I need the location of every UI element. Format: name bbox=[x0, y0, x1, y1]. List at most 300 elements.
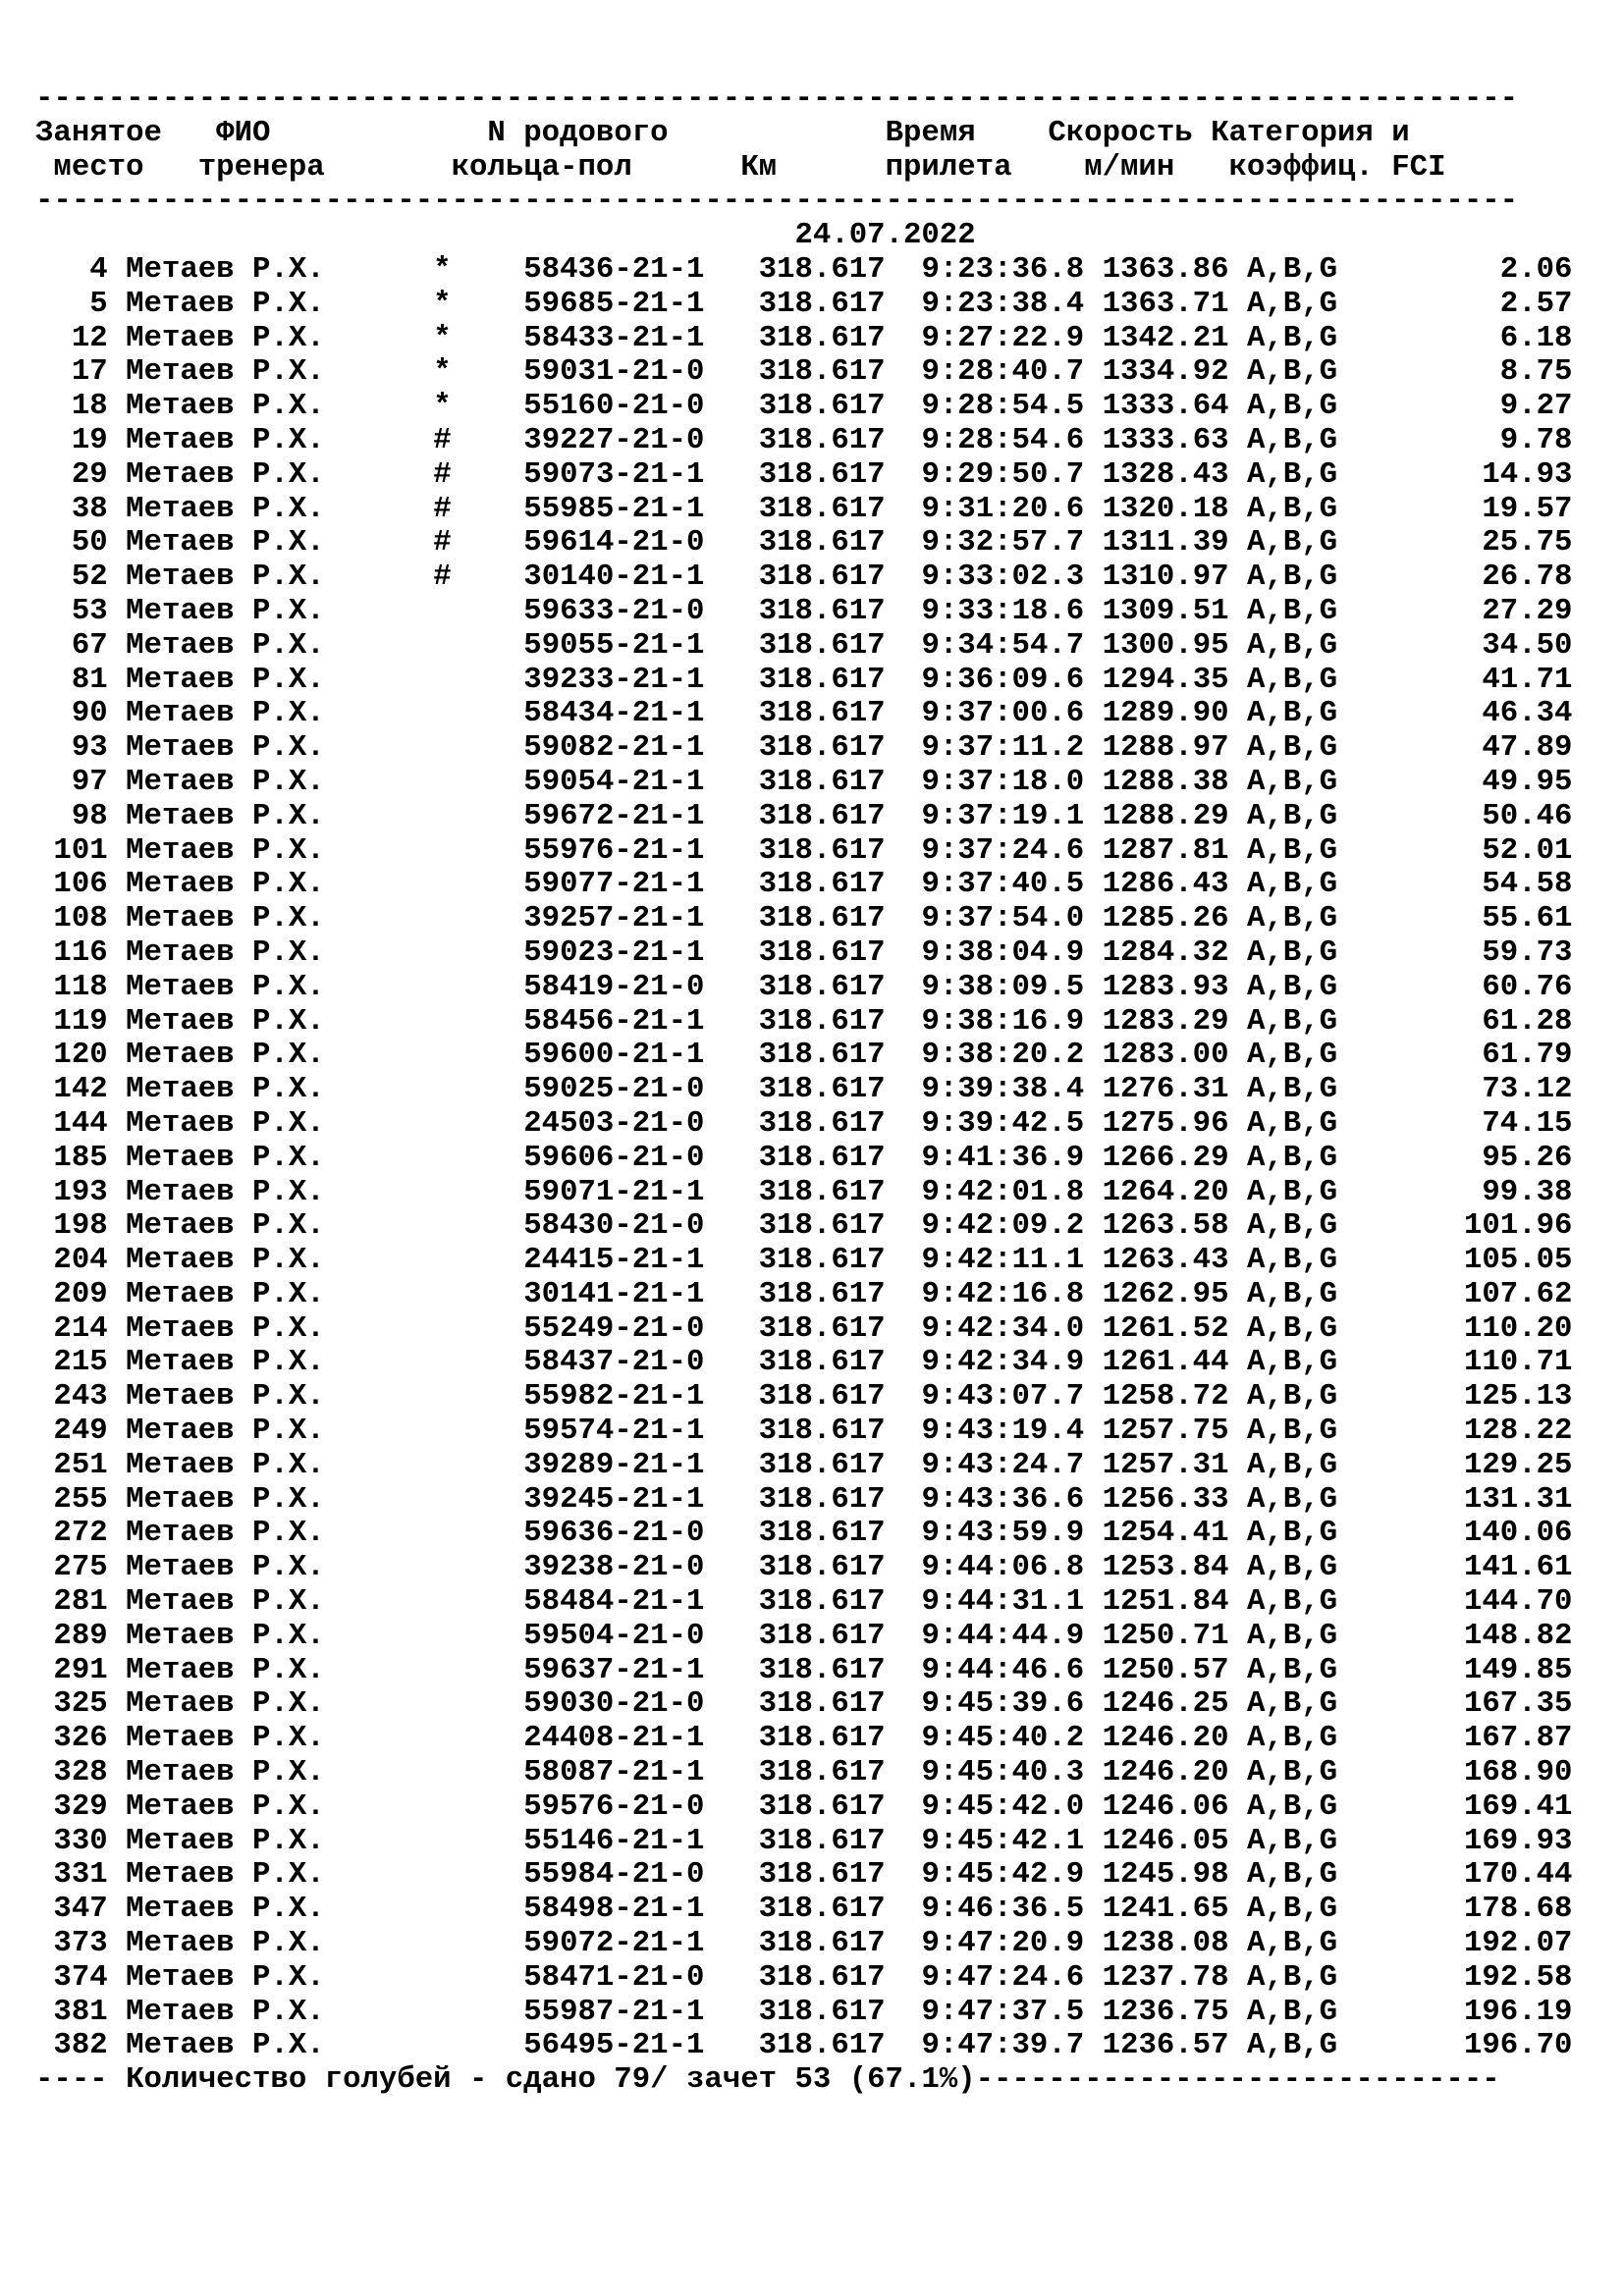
cell-km: 318.617 bbox=[758, 389, 886, 424]
cell-place: 118 bbox=[53, 969, 108, 1004]
cell-name: Метаев Р.Х. bbox=[126, 1721, 325, 1756]
cell-km: 318.617 bbox=[758, 1140, 886, 1175]
cell-ring: 59637-21-1 bbox=[523, 1652, 705, 1687]
cell-place: 209 bbox=[53, 1276, 108, 1311]
cell-place: 19 bbox=[71, 422, 108, 457]
cell-km: 318.617 bbox=[758, 1584, 886, 1620]
cell-place: 116 bbox=[53, 934, 108, 970]
cell-km: 318.617 bbox=[758, 696, 886, 731]
cell-ring: 59614-21-0 bbox=[523, 525, 705, 561]
table-row bbox=[35, 1209, 1572, 1244]
cell-cat: A,B,G bbox=[1246, 286, 1338, 321]
cell-ring: 24503-21-0 bbox=[523, 1105, 705, 1141]
cell-speed: 1283.29 bbox=[1102, 1003, 1229, 1039]
cell-name: Метаев Р.Х. bbox=[126, 1345, 325, 1380]
cell-ring: 59082-21-1 bbox=[523, 730, 705, 766]
cell-ring: 59055-21-1 bbox=[523, 627, 705, 663]
cell-place: 215 bbox=[53, 1345, 108, 1380]
cell-name: Метаев Р.Х. bbox=[126, 1584, 325, 1620]
cell-cat: A,B,G bbox=[1246, 320, 1338, 355]
cell-name: Метаев Р.Х. bbox=[126, 1379, 325, 1415]
table-row bbox=[35, 1073, 1572, 1107]
cell-time: 9:37:40.5 bbox=[921, 867, 1085, 902]
cell-name: Метаев Р.Х. bbox=[126, 969, 325, 1004]
cell-mark: * bbox=[433, 320, 452, 355]
cell-name: Метаев Р.Х. bbox=[126, 1994, 325, 2029]
cell-name: Метаев Р.Х. bbox=[126, 1105, 325, 1141]
cell-time: 9:38:04.9 bbox=[921, 934, 1085, 970]
column-header-col-time-1: Время bbox=[885, 115, 976, 150]
cell-name: Метаев Р.Х. bbox=[126, 1755, 325, 1790]
cell-ring: 39227-21-0 bbox=[523, 422, 705, 457]
cell-cat: A,B,G bbox=[1246, 832, 1338, 868]
cell-ring: 24408-21-1 bbox=[523, 1721, 705, 1756]
cell-name: Метаев Р.Х. bbox=[126, 389, 325, 424]
table-row bbox=[35, 731, 1572, 766]
cell-fci: 141.61 bbox=[1463, 1550, 1573, 1585]
cell-ring: 55160-21-0 bbox=[523, 389, 705, 424]
cell-place: 347 bbox=[53, 1892, 108, 1927]
cell-speed: 1283.93 bbox=[1102, 969, 1229, 1004]
cell-ring: 59576-21-0 bbox=[523, 1789, 705, 1824]
cell-speed: 1261.52 bbox=[1102, 1310, 1229, 1346]
cell-cat: A,B,G bbox=[1246, 1003, 1338, 1039]
cell-speed: 1363.71 bbox=[1102, 286, 1229, 321]
cell-place: 291 bbox=[53, 1652, 108, 1687]
cell-time: 9:45:39.6 bbox=[921, 1686, 1085, 1722]
cell-speed: 1288.97 bbox=[1102, 730, 1229, 766]
cell-km: 318.617 bbox=[758, 1755, 886, 1790]
cell-place: 272 bbox=[53, 1516, 108, 1551]
cell-time: 9:39:38.4 bbox=[921, 1072, 1085, 1107]
cell-name: Метаев Р.Х. bbox=[126, 354, 325, 390]
cell-ring: 59023-21-1 bbox=[523, 934, 705, 970]
cell-time: 9:45:40.2 bbox=[921, 1721, 1085, 1756]
cell-ring: 55976-21-1 bbox=[523, 832, 705, 868]
cell-name: Метаев Р.Х. bbox=[126, 491, 325, 526]
cell-speed: 1328.43 bbox=[1102, 456, 1229, 492]
cell-speed: 1254.41 bbox=[1102, 1516, 1229, 1551]
cell-fci: 125.13 bbox=[1463, 1379, 1573, 1415]
table-row bbox=[35, 1893, 1572, 1927]
cell-ring: 39238-21-0 bbox=[523, 1550, 705, 1585]
cell-time: 9:42:09.2 bbox=[921, 1208, 1085, 1244]
cell-place: 214 bbox=[53, 1310, 108, 1346]
cell-fci: 107.62 bbox=[1463, 1276, 1573, 1311]
cell-name: Метаев Р.Х. bbox=[126, 560, 325, 595]
cell-time: 9:38:09.5 bbox=[921, 969, 1085, 1004]
cell-speed: 1333.63 bbox=[1102, 422, 1229, 457]
cell-cat: A,B,G bbox=[1246, 1447, 1338, 1482]
table-row bbox=[35, 1449, 1572, 1483]
cell-ring: 59073-21-1 bbox=[523, 456, 705, 492]
column-header-col-time-2: прилета bbox=[885, 149, 1012, 185]
cell-km: 318.617 bbox=[758, 456, 886, 492]
table-row bbox=[35, 1585, 1572, 1620]
table-row bbox=[35, 493, 1572, 527]
cell-ring: 59025-21-0 bbox=[523, 1072, 705, 1107]
cell-fci: 105.05 bbox=[1463, 1243, 1573, 1278]
header-rule-top: ---------------------------------------------------------------------------------- bbox=[35, 81, 1519, 116]
cell-cat: A,B,G bbox=[1246, 354, 1338, 390]
cell-fci: 99.38 bbox=[1482, 1174, 1573, 1209]
cell-ring: 58498-21-1 bbox=[523, 1892, 705, 1927]
cell-fci: 26.78 bbox=[1482, 560, 1573, 595]
cell-place: 4 bbox=[89, 251, 108, 287]
cell-fci: 55.61 bbox=[1482, 901, 1573, 936]
cell-place: 29 bbox=[71, 456, 108, 492]
cell-time: 9:37:11.2 bbox=[921, 730, 1085, 766]
cell-km: 318.617 bbox=[758, 1721, 886, 1756]
cell-fci: 196.70 bbox=[1463, 2028, 1573, 2063]
cell-time: 9:27:22.9 bbox=[921, 320, 1085, 355]
cell-fci: 47.89 bbox=[1482, 730, 1573, 766]
cell-km: 318.617 bbox=[758, 901, 886, 936]
cell-ring: 59633-21-0 bbox=[523, 593, 705, 628]
cell-name: Метаев Р.Х. bbox=[126, 934, 325, 970]
cell-place: 373 bbox=[53, 1926, 108, 1961]
cell-cat: A,B,G bbox=[1246, 969, 1338, 1004]
cell-mark: # bbox=[433, 525, 452, 561]
cell-place: 328 bbox=[53, 1755, 108, 1790]
cell-name: Метаев Р.Х. bbox=[126, 286, 325, 321]
table-row bbox=[35, 253, 1572, 288]
cell-name: Метаев Р.Х. bbox=[126, 1038, 325, 1073]
cell-name: Метаев Р.Х. bbox=[126, 1686, 325, 1722]
column-header-col-name-2: тренера bbox=[197, 149, 325, 185]
cell-ring: 59031-21-0 bbox=[523, 354, 705, 390]
cell-speed: 1300.95 bbox=[1102, 627, 1229, 663]
cell-fci: 50.46 bbox=[1482, 798, 1573, 833]
cell-speed: 1257.31 bbox=[1102, 1447, 1229, 1482]
cell-ring: 58419-21-0 bbox=[523, 969, 705, 1004]
cell-speed: 1237.78 bbox=[1102, 1959, 1229, 1995]
cell-fci: 169.93 bbox=[1463, 1823, 1573, 1858]
table-row bbox=[35, 390, 1572, 424]
cell-km: 318.617 bbox=[758, 1892, 886, 1927]
cell-km: 318.617 bbox=[758, 2028, 886, 2063]
cell-mark: * bbox=[433, 286, 452, 321]
cell-place: 97 bbox=[71, 764, 108, 799]
cell-speed: 1246.06 bbox=[1102, 1789, 1229, 1824]
cell-fci: 131.31 bbox=[1463, 1481, 1573, 1517]
cell-cat: A,B,G bbox=[1246, 764, 1338, 799]
cell-name: Метаев Р.Х. bbox=[126, 1516, 325, 1551]
cell-fci: 170.44 bbox=[1463, 1857, 1573, 1893]
table-row bbox=[35, 664, 1572, 698]
cell-ring: 56495-21-1 bbox=[523, 2028, 705, 2063]
cell-name: Метаев Р.Х. bbox=[126, 1414, 325, 1449]
cell-time: 9:31:20.6 bbox=[921, 491, 1085, 526]
cell-speed: 1246.05 bbox=[1102, 1823, 1229, 1858]
cell-km: 318.617 bbox=[758, 798, 886, 833]
cell-fci: 196.19 bbox=[1463, 1994, 1573, 2029]
cell-place: 382 bbox=[53, 2028, 108, 2063]
cell-fci: 149.85 bbox=[1463, 1652, 1573, 1687]
cell-fci: 54.58 bbox=[1482, 867, 1573, 902]
table-row bbox=[35, 1756, 1572, 1790]
race-date: 24.07.2022 bbox=[794, 218, 976, 253]
cell-fci: 27.29 bbox=[1482, 593, 1573, 628]
table-row bbox=[35, 1244, 1572, 1278]
column-header-col-cat-2: коэффиц. FCI bbox=[1228, 149, 1446, 185]
cell-ring: 59054-21-1 bbox=[523, 764, 705, 799]
table-row bbox=[35, 1380, 1572, 1415]
cell-speed: 1258.72 bbox=[1102, 1379, 1229, 1415]
cell-place: 17 bbox=[71, 354, 108, 390]
cell-fci: 148.82 bbox=[1463, 1618, 1573, 1653]
cell-cat: A,B,G bbox=[1246, 1379, 1338, 1415]
table-row bbox=[35, 1858, 1572, 1893]
cell-ring: 58437-21-0 bbox=[523, 1345, 705, 1380]
cell-cat: A,B,G bbox=[1246, 456, 1338, 492]
cell-place: 67 bbox=[71, 627, 108, 663]
cell-name: Метаев Р.Х. bbox=[126, 1174, 325, 1209]
table-row bbox=[35, 1517, 1572, 1551]
table-row bbox=[35, 1346, 1572, 1380]
cell-ring: 58434-21-1 bbox=[523, 696, 705, 731]
cell-fci: 140.06 bbox=[1463, 1516, 1573, 1551]
cell-ring: 58456-21-1 bbox=[523, 1003, 705, 1039]
cell-ring: 30141-21-1 bbox=[523, 1276, 705, 1311]
cell-time: 9:38:16.9 bbox=[921, 1003, 1085, 1039]
cell-ring: 59072-21-1 bbox=[523, 1926, 705, 1961]
cell-cat: A,B,G bbox=[1246, 422, 1338, 457]
cell-time: 9:47:20.9 bbox=[921, 1926, 1085, 1961]
cell-name: Метаев Р.Х. bbox=[126, 1140, 325, 1175]
table-row bbox=[35, 902, 1572, 936]
cell-cat: A,B,G bbox=[1246, 696, 1338, 731]
cell-speed: 1286.43 bbox=[1102, 867, 1229, 902]
cell-fci: 169.41 bbox=[1463, 1789, 1573, 1824]
cell-time: 9:46:36.5 bbox=[921, 1892, 1085, 1927]
cell-ring: 55987-21-1 bbox=[523, 1994, 705, 2029]
cell-place: 374 bbox=[53, 1959, 108, 1995]
cell-fci: 167.87 bbox=[1463, 1721, 1573, 1756]
cell-cat: A,B,G bbox=[1246, 1959, 1338, 1995]
cell-time: 9:37:00.6 bbox=[921, 696, 1085, 731]
cell-km: 318.617 bbox=[758, 1414, 886, 1449]
summary-line: ---- Количество голубей - сдано 79/ зачет 53 (67.1%)----------------------------- bbox=[35, 2062, 1500, 2098]
cell-place: 119 bbox=[53, 1003, 108, 1039]
cell-name: Метаев Р.Х. bbox=[126, 422, 325, 457]
cell-name: Метаев Р.Х. bbox=[126, 1618, 325, 1653]
cell-km: 318.617 bbox=[758, 969, 886, 1004]
cell-place: 275 bbox=[53, 1550, 108, 1585]
cell-cat: A,B,G bbox=[1246, 525, 1338, 561]
cell-fci: 61.79 bbox=[1482, 1038, 1573, 1073]
column-header-col-cat-1: Категория и bbox=[1211, 115, 1410, 150]
table-row bbox=[35, 868, 1572, 902]
table-row bbox=[35, 561, 1572, 595]
cell-speed: 1275.96 bbox=[1102, 1105, 1229, 1141]
cell-km: 318.617 bbox=[758, 1994, 886, 2029]
column-header-col-place-1: Занятое bbox=[35, 115, 162, 150]
cell-cat: A,B,G bbox=[1246, 1072, 1338, 1107]
cell-ring: 30140-21-1 bbox=[523, 560, 705, 595]
cell-cat: A,B,G bbox=[1246, 1618, 1338, 1653]
cell-time: 9:41:36.9 bbox=[921, 1140, 1085, 1175]
column-header-col-place-2: место bbox=[53, 149, 144, 185]
cell-ring: 58087-21-1 bbox=[523, 1755, 705, 1790]
table-row bbox=[35, 458, 1572, 493]
results-report bbox=[35, 82, 1572, 2098]
cell-fci: 129.25 bbox=[1463, 1447, 1573, 1482]
table-row bbox=[35, 1927, 1572, 1961]
cell-speed: 1294.35 bbox=[1102, 662, 1229, 697]
cell-cat: A,B,G bbox=[1246, 1721, 1338, 1756]
cell-speed: 1246.20 bbox=[1102, 1721, 1229, 1756]
cell-km: 318.617 bbox=[758, 1276, 886, 1311]
table-row bbox=[35, 1687, 1572, 1722]
cell-ring: 24415-21-1 bbox=[523, 1243, 705, 1278]
table-row bbox=[35, 355, 1572, 390]
cell-place: 144 bbox=[53, 1105, 108, 1141]
cell-km: 318.617 bbox=[758, 1447, 886, 1482]
cell-name: Метаев Р.Х. bbox=[126, 1310, 325, 1346]
cell-fci: 19.57 bbox=[1482, 491, 1573, 526]
cell-ring: 59574-21-1 bbox=[523, 1414, 705, 1449]
cell-fci: 128.22 bbox=[1463, 1414, 1573, 1449]
cell-time: 9:29:50.7 bbox=[921, 456, 1085, 492]
cell-time: 9:44:46.6 bbox=[921, 1652, 1085, 1687]
cell-cat: A,B,G bbox=[1246, 491, 1338, 526]
cell-cat: A,B,G bbox=[1246, 1310, 1338, 1346]
cell-speed: 1311.39 bbox=[1102, 525, 1229, 561]
cell-ring: 59685-21-1 bbox=[523, 286, 705, 321]
cell-speed: 1284.32 bbox=[1102, 934, 1229, 970]
cell-km: 318.617 bbox=[758, 1345, 886, 1380]
cell-place: 98 bbox=[71, 798, 108, 833]
cell-ring: 58436-21-1 bbox=[523, 251, 705, 287]
cell-cat: A,B,G bbox=[1246, 2028, 1338, 2063]
cell-name: Метаев Р.Х. bbox=[126, 730, 325, 766]
cell-place: 255 bbox=[53, 1481, 108, 1517]
table-row bbox=[35, 1654, 1572, 1688]
header-row-2 bbox=[35, 151, 1572, 186]
cell-name: Метаев Р.Х. bbox=[126, 1857, 325, 1893]
cell-time: 9:43:19.4 bbox=[921, 1414, 1085, 1449]
cell-place: 53 bbox=[71, 593, 108, 628]
cell-time: 9:47:37.5 bbox=[921, 1994, 1085, 2029]
cell-ring: 59636-21-0 bbox=[523, 1516, 705, 1551]
cell-cat: A,B,G bbox=[1246, 1755, 1338, 1790]
cell-cat: A,B,G bbox=[1246, 1105, 1338, 1141]
cell-cat: A,B,G bbox=[1246, 1243, 1338, 1278]
cell-km: 318.617 bbox=[758, 525, 886, 561]
cell-time: 9:44:44.9 bbox=[921, 1618, 1085, 1653]
column-header-col-speed-2: м/мин bbox=[1084, 149, 1175, 185]
cell-place: 142 bbox=[53, 1072, 108, 1107]
cell-place: 93 bbox=[71, 730, 108, 766]
cell-cat: A,B,G bbox=[1246, 901, 1338, 936]
cell-time: 9:37:19.1 bbox=[921, 798, 1085, 833]
cell-time: 9:37:54.0 bbox=[921, 901, 1085, 936]
cell-time: 9:45:42.9 bbox=[921, 1857, 1085, 1893]
cell-place: 18 bbox=[71, 389, 108, 424]
cell-time: 9:28:40.7 bbox=[921, 354, 1085, 390]
cell-speed: 1266.29 bbox=[1102, 1140, 1229, 1175]
cell-cat: A,B,G bbox=[1246, 1823, 1338, 1858]
cell-place: 326 bbox=[53, 1721, 108, 1756]
cell-km: 318.617 bbox=[758, 1857, 886, 1893]
cell-ring: 58471-21-0 bbox=[523, 1959, 705, 1995]
cell-place: 120 bbox=[53, 1038, 108, 1073]
cell-speed: 1253.84 bbox=[1102, 1550, 1229, 1585]
column-header-col-ring-1: N родового bbox=[487, 115, 669, 150]
cell-name: Метаев Р.Х. bbox=[126, 1652, 325, 1687]
cell-time: 9:45:40.3 bbox=[921, 1755, 1085, 1790]
cell-fci: 59.73 bbox=[1482, 934, 1573, 970]
cell-ring: 39257-21-1 bbox=[523, 901, 705, 936]
cell-km: 318.617 bbox=[758, 1174, 886, 1209]
cell-speed: 1236.75 bbox=[1102, 1994, 1229, 2029]
cell-place: 198 bbox=[53, 1208, 108, 1244]
cell-place: 81 bbox=[71, 662, 108, 697]
column-header-col-name-1: ФИО bbox=[216, 115, 271, 150]
table-row bbox=[35, 424, 1572, 458]
cell-mark: * bbox=[433, 251, 452, 287]
cell-km: 318.617 bbox=[758, 934, 886, 970]
cell-fci: 167.35 bbox=[1463, 1686, 1573, 1722]
cell-cat: A,B,G bbox=[1246, 934, 1338, 970]
cell-speed: 1320.18 bbox=[1102, 491, 1229, 526]
cell-speed: 1283.00 bbox=[1102, 1038, 1229, 1073]
cell-fci: 110.20 bbox=[1463, 1310, 1573, 1346]
cell-mark: # bbox=[433, 422, 452, 457]
cell-km: 318.617 bbox=[758, 627, 886, 663]
cell-km: 318.617 bbox=[758, 1072, 886, 1107]
cell-fci: 34.50 bbox=[1482, 627, 1573, 663]
cell-speed: 1256.33 bbox=[1102, 1481, 1229, 1517]
cell-speed: 1241.65 bbox=[1102, 1892, 1229, 1927]
cell-fci: 144.70 bbox=[1463, 1584, 1573, 1620]
cell-cat: A,B,G bbox=[1246, 627, 1338, 663]
cell-time: 9:43:24.7 bbox=[921, 1447, 1085, 1482]
cell-name: Метаев Р.Х. bbox=[126, 525, 325, 561]
cell-speed: 1333.64 bbox=[1102, 389, 1229, 424]
table-row bbox=[35, 1722, 1572, 1756]
cell-place: 249 bbox=[53, 1414, 108, 1449]
cell-km: 318.617 bbox=[758, 1208, 886, 1244]
cell-cat: A,B,G bbox=[1246, 662, 1338, 697]
cell-cat: A,B,G bbox=[1246, 593, 1338, 628]
column-header-col-ring-2: кольца-пол bbox=[451, 149, 632, 185]
table-row bbox=[35, 1415, 1572, 1449]
cell-place: 5 bbox=[89, 286, 108, 321]
cell-cat: A,B,G bbox=[1246, 1652, 1338, 1687]
cell-cat: A,B,G bbox=[1246, 1516, 1338, 1551]
table-row bbox=[35, 1825, 1572, 1859]
cell-fci: 46.34 bbox=[1482, 696, 1573, 731]
cell-name: Метаев Р.Х. bbox=[126, 251, 325, 287]
cell-fci: 61.28 bbox=[1482, 1003, 1573, 1039]
table-row bbox=[35, 834, 1572, 869]
cell-cat: A,B,G bbox=[1246, 251, 1338, 287]
cell-place: 251 bbox=[53, 1447, 108, 1482]
table-row bbox=[35, 1620, 1572, 1654]
cell-speed: 1245.98 bbox=[1102, 1857, 1229, 1893]
cell-km: 318.617 bbox=[758, 1959, 886, 1995]
table-row bbox=[35, 936, 1572, 971]
cell-name: Метаев Р.Х. bbox=[126, 1926, 325, 1961]
cell-cat: A,B,G bbox=[1246, 1994, 1338, 2029]
cell-fci: 25.75 bbox=[1482, 525, 1573, 561]
cell-speed: 1342.21 bbox=[1102, 320, 1229, 355]
table-row bbox=[35, 697, 1572, 731]
cell-ring: 39289-21-1 bbox=[523, 1447, 705, 1482]
cell-name: Метаев Р.Х. bbox=[126, 456, 325, 492]
